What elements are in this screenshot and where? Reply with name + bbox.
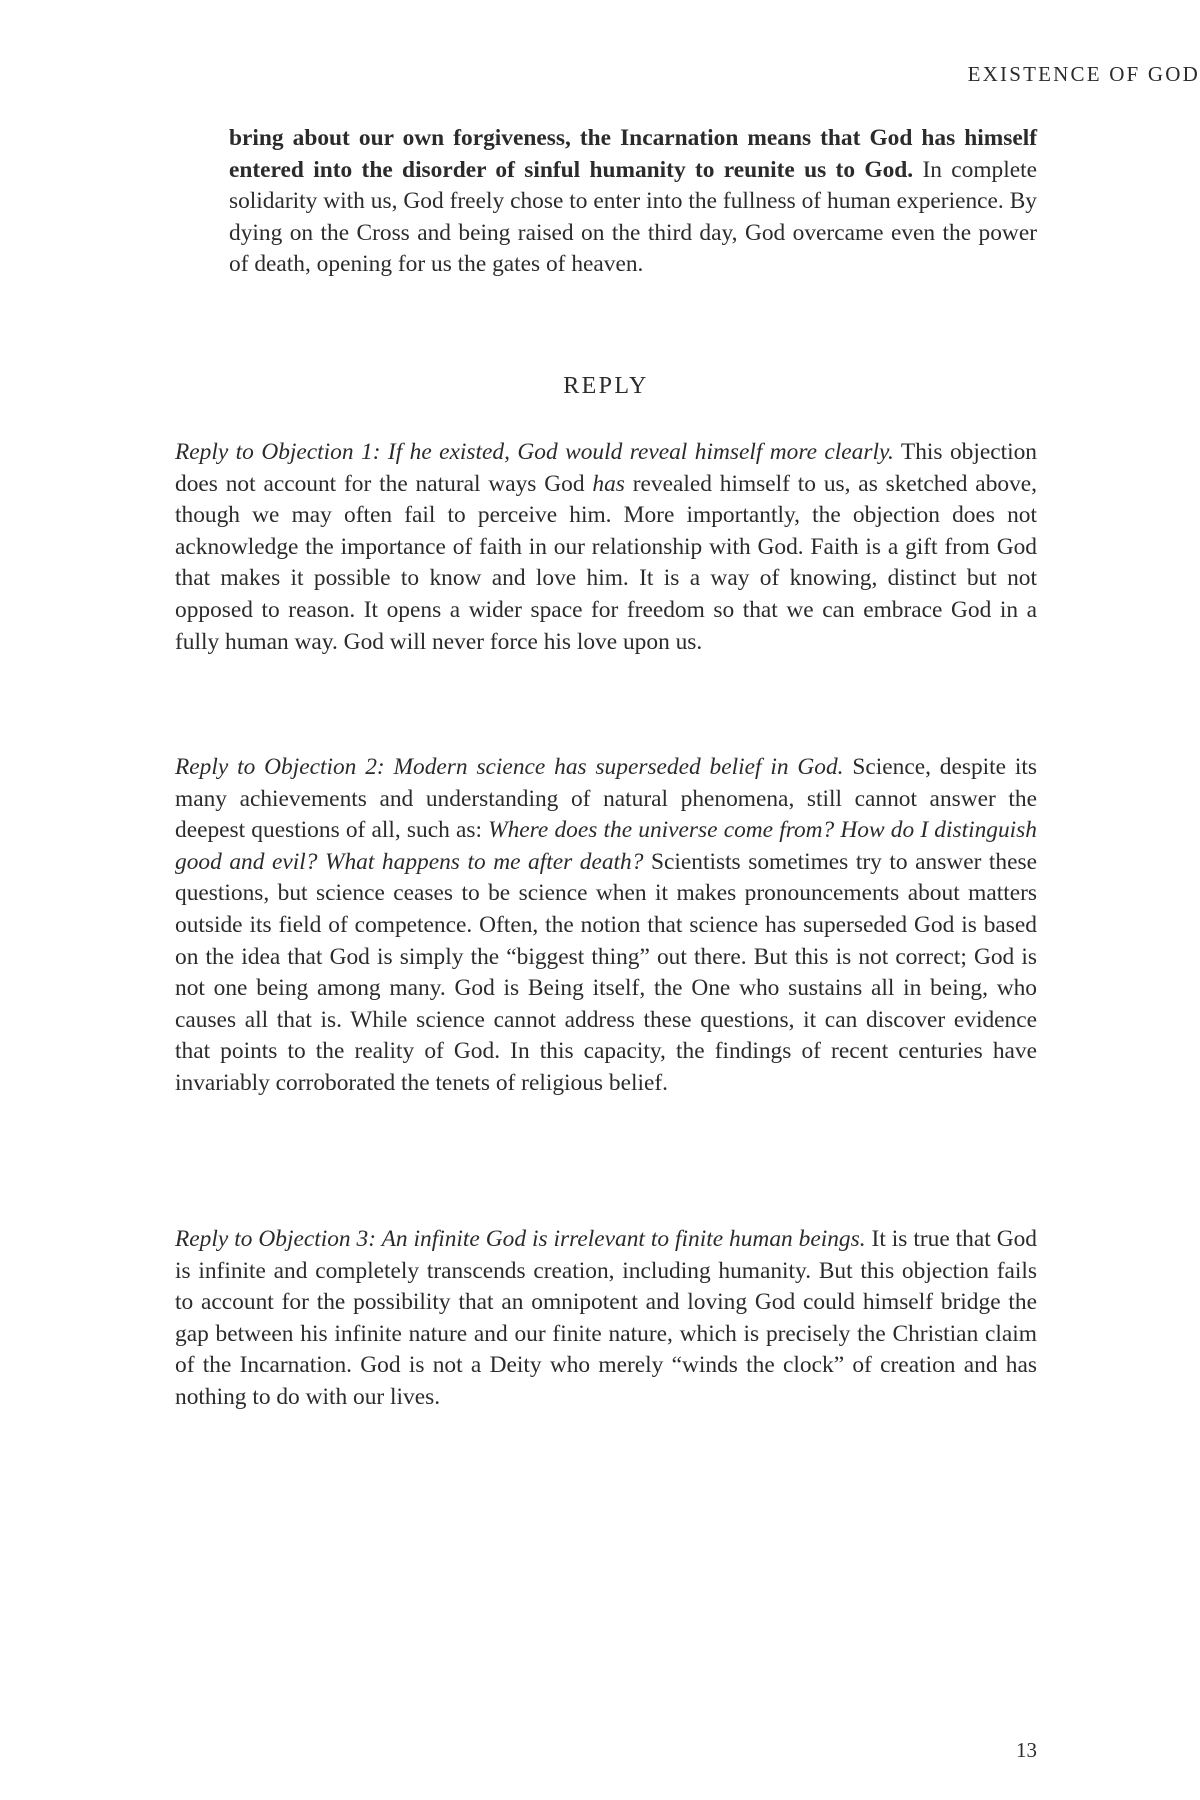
intro-paragraph [229,123,1037,281]
reply-text-1b: revealed himself to us, as sketched above, though we may often fail to perceive him. More importantly, the objection does not acknowledge the importance of faith in our relationship with God. Faith is a gift from God that makes it possible to know and love him. It is a way of knowing, distinct but not opposed to reason. It opens a wider space for freedom so that we can embrace God in a fully human way. God will never force his love upon us. [175,470,1038,655]
reply-text-2a: Science, despite its many achievements and understanding of natural phenomena, still cannot answer the deepest questions of all, such as: [175,754,1037,844]
reply-title-3: Reply to Objection 3: An infinite God is irrelevant to finite human beings. [175,1226,866,1252]
reply-text-1a: This objection does not account for the natural ways God [175,439,1037,497]
reply-title-1: Reply to Objection 1: If he existed, God would reveal himself more clearly. [175,439,894,465]
reply-paragraph-1 [175,437,1037,658]
reply-text-2b: Scientists sometimes try to answer these questions, but science ceases to be science when it makes pronouncements about matters outside its field of competence. Often, the notion that science has superseded God is based on the idea that God is simply the “biggest thing” out there. But this is not correct; God is not one being among many. God is Being itself, the One who sustains all in being, who causes all that is. While science cannot address these questions, it can discover evidence that points to the reality of God. In this capacity, the findings of recent centuries have invariably corroborated the tenets of religious belief. [175,848,1037,1096]
reply-text-3: It is true that God is infinite and completely transcends creation, including humanity. But this objection fails to account for the possibility that an omnipotent and loving God could himself bridge the gap between his infinite nature and our finite nature, which is precisely the Christian claim of the Incarnation. God is not a Deity who merely “winds the clock” of creation and has nothing to do with our lives. [175,1226,1037,1410]
intro-text: In complete solidarity with us, God freely chose to enter into the fullness of human experience. By dying on the Cross and being raised on the third day, God overcame even the power of death, opening for us the gates of heaven. [229,156,1037,278]
reply-emph-2: Where does the universe come from? How do I distinguish good and evil? What happens to me after death? [175,817,1037,875]
page-number: 13 [1016,1738,1037,1762]
reply-emph-1: has [592,470,625,497]
reply-title-2: Reply to Objection 2: Modern science has superseded belief in God. [175,754,844,780]
running-head: EXISTENCE OF GOD [967,62,1200,86]
reply-paragraph-3 [175,1224,1037,1414]
reply-paragraph-2 [175,752,1037,1100]
section-heading: REPLY [563,373,649,399]
intro-bold-text: bring about our own forgiveness, the Incarnation means that God has himself entered into the disorder of sinful humanity to reunite us to God. [229,125,1037,183]
